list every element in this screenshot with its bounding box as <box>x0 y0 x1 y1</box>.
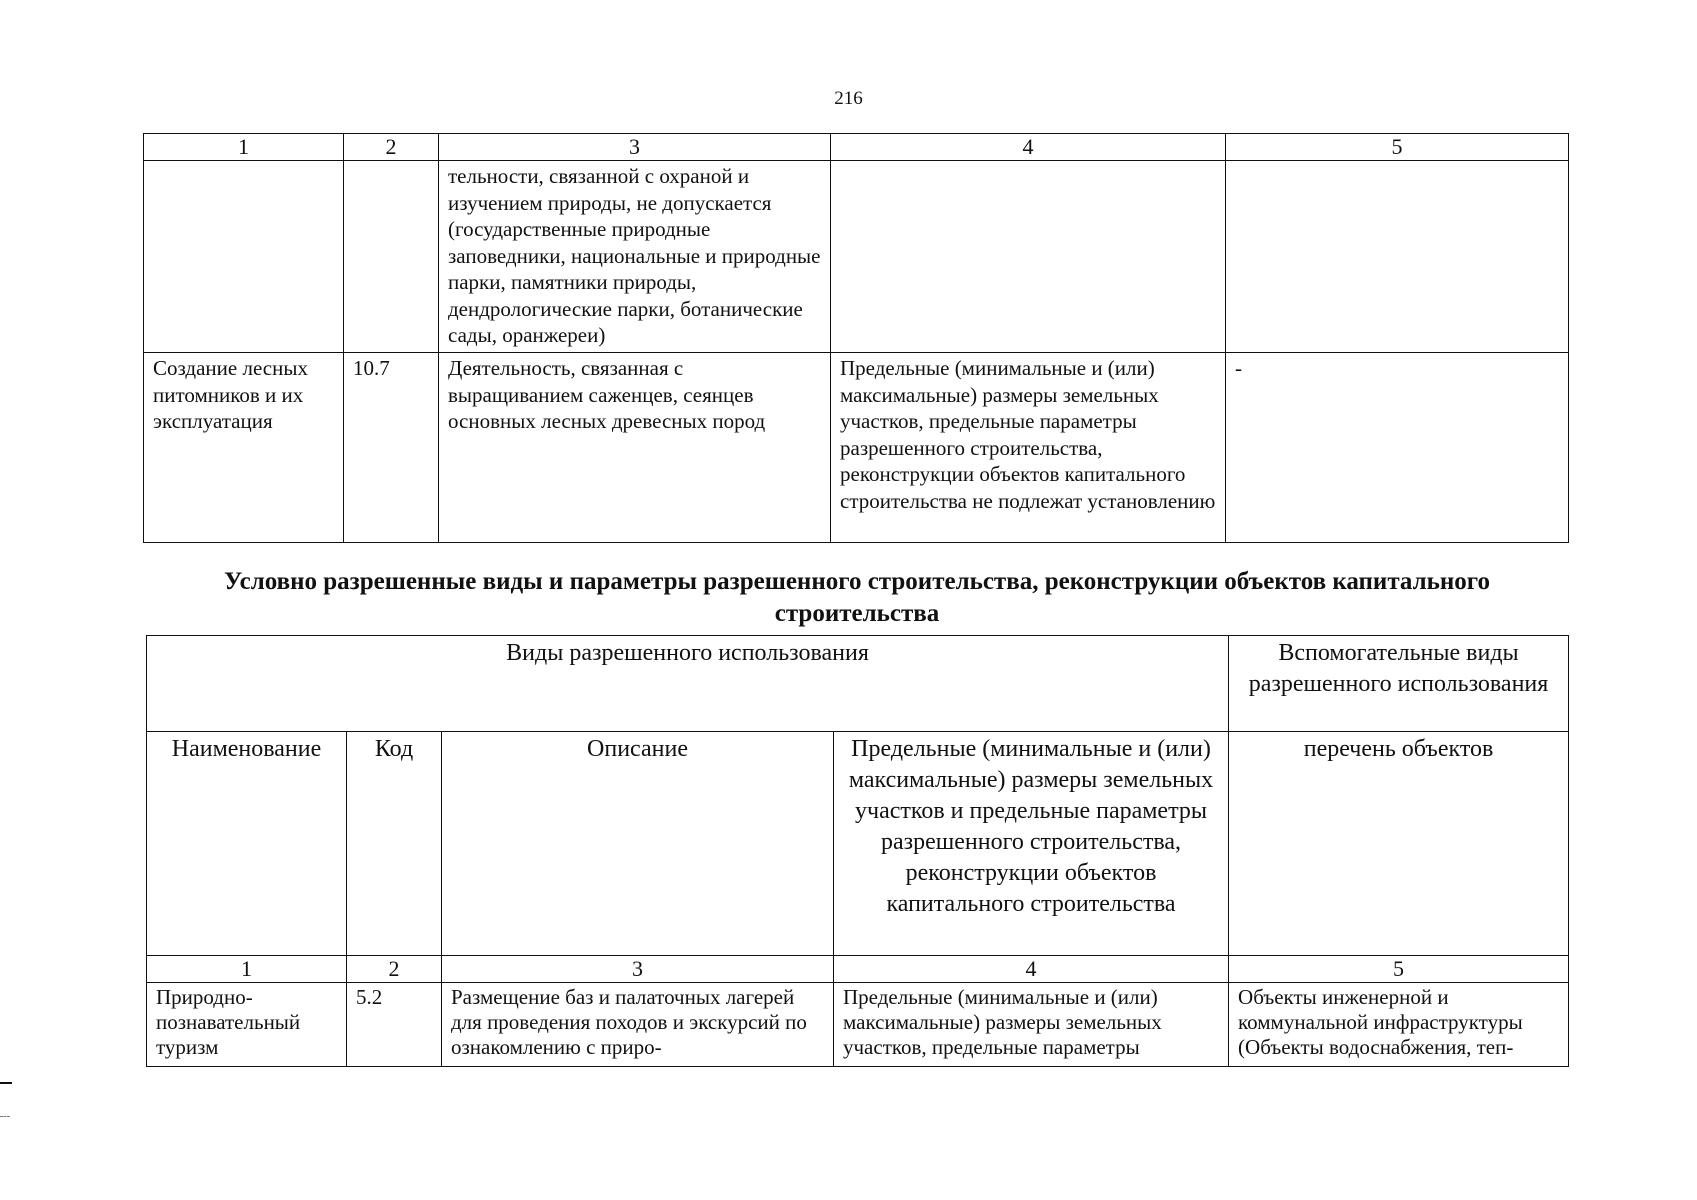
column-number: 2 <box>344 134 439 161</box>
permitted-uses-table-continued <box>143 133 1569 543</box>
aux-uses-group-header: Вспомогательные виды разрешенного использования <box>1229 636 1569 732</box>
use-description-cell: тельности, связанной с охраной и изучением природы, не допускается (государственные природные заповедники, национальные и природные парки, памятники природы, дендрологические парки, ботанические сады, оранжереи) <box>439 161 831 353</box>
page-number: 216 <box>834 88 863 109</box>
description-column-header: Описание <box>442 732 834 956</box>
use-name-cell <box>144 161 344 353</box>
use-params-cell: Предельные (минимальные и (или) максимальные) размеры земельных участков, предельные параметры разрешенного строительства, реконструкции объектов капитального строительства не подлежат установлению <box>831 353 1226 543</box>
use-name-cell: Природно-познавательный туризм <box>156 985 301 1059</box>
use-params-cell: Предельные (минимальные и (или) максимальные) размеры земельных участков, предельные параметры <box>843 985 1162 1059</box>
params-column-header: Предельные (минимальные и (или) максимальные) размеры земельных участков и предельные параметры разрешенного строительства, реконструкции объектов капитального строительства <box>834 732 1229 956</box>
column-number: 4 <box>834 956 1229 983</box>
column-number-row <box>147 956 1569 983</box>
column-number-row <box>144 134 1569 161</box>
use-description-cell: Размещение баз и палаточных лагерей для проведения походов и экскурсий по ознакомлению с приро- <box>451 985 807 1059</box>
margin-mark <box>0 1082 12 1084</box>
column-number: 5 <box>1226 134 1569 161</box>
column-number: 2 <box>347 956 442 983</box>
table-row <box>144 353 1569 543</box>
name-column-header: Наименование <box>147 732 347 956</box>
aux-objects-cell: Объекты инженерной и коммунальной инфраструктуры (Объекты водоснабжения, теп- <box>1238 985 1523 1059</box>
conditionally-permitted-uses-table <box>146 635 1569 1067</box>
use-code-cell <box>344 161 439 353</box>
use-description-cell: Деятельность, связанная с выращиванием саженцев, сеянцев основных лесных древесных пород <box>439 353 831 543</box>
use-code-cell: 10.7 <box>344 353 439 543</box>
section-title: Условно разрешенные виды и параметры разрешенного строительства, реконструкции объектов капитального строительства <box>223 568 1491 627</box>
column-number: 3 <box>442 956 834 983</box>
column-number: 1 <box>147 956 347 983</box>
aux-objects-cell <box>1226 161 1569 353</box>
group-header-row <box>147 636 1569 732</box>
column-number: 4 <box>831 134 1226 161</box>
code-column-header: Код <box>347 732 442 956</box>
column-number: 1 <box>144 134 344 161</box>
permitted-uses-group-header: Виды разрешенного использования <box>147 636 1229 732</box>
table-row <box>144 161 1569 353</box>
column-header-row <box>147 732 1569 956</box>
column-number: 5 <box>1229 956 1569 983</box>
use-code-cell: 5.2 <box>356 985 383 1009</box>
use-params-cell <box>831 161 1226 353</box>
objects-list-column-header: перечень объектов <box>1229 732 1569 956</box>
column-number: 3 <box>439 134 831 161</box>
use-name-cell: Создание лесных питомников и их эксплуатация <box>144 353 344 543</box>
table-row <box>147 983 1569 1067</box>
aux-objects-cell: - <box>1226 353 1569 543</box>
margin-mark <box>0 1116 10 1117</box>
